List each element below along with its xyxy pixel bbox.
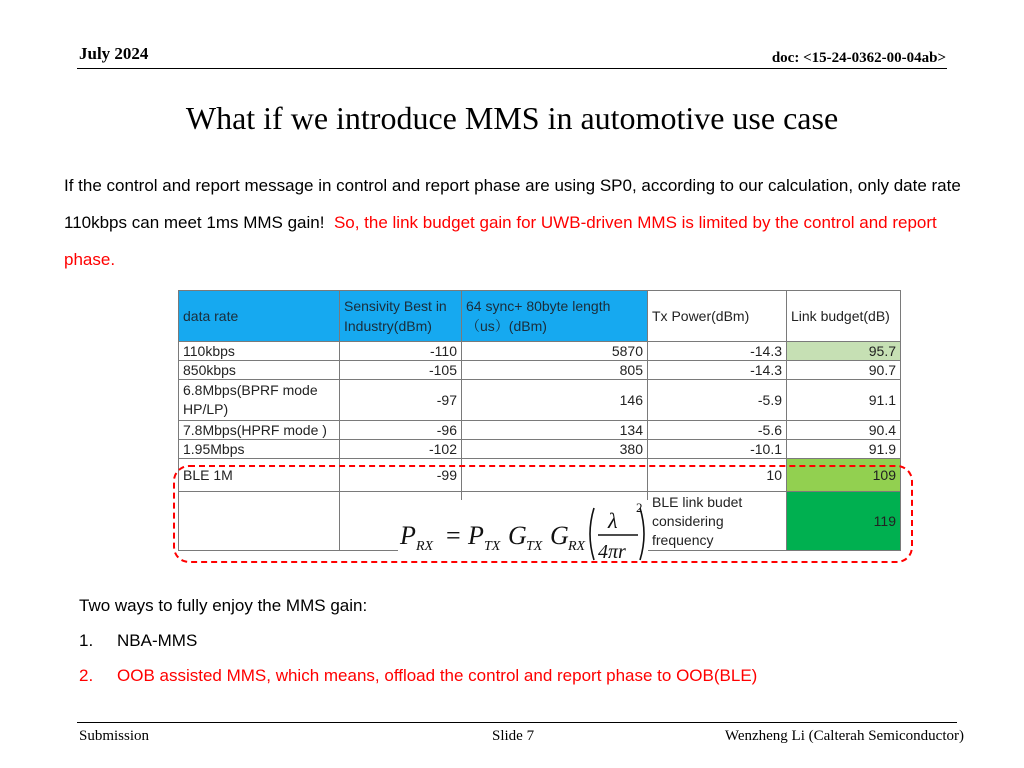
header-divider <box>77 68 947 69</box>
header-date: July 2024 <box>79 44 149 63</box>
cell-sensitivity: -105 <box>340 361 462 380</box>
intro-highlight: So, the link budget gain for UWB-driven MMS is limited by the control and report phase. <box>64 213 937 269</box>
cell-sensitivity: -97 <box>340 380 462 421</box>
slide-title: What if we introduce MMS in automotive use case <box>185 100 839 136</box>
table-row <box>179 361 901 380</box>
formula-p-rx: P <box>400 521 416 550</box>
cell-length: 5870 <box>462 342 648 361</box>
table-row-ble <box>179 459 901 492</box>
doc-prefix: doc: <box>771 50 804 66</box>
header-data-rate: data rate <box>179 291 340 342</box>
footer-submission: Submission <box>79 728 150 744</box>
formula-lambda: λ <box>608 508 618 533</box>
header-doc-id <box>772 50 946 67</box>
cell-link-budget: 90.7 <box>787 361 901 380</box>
header-length: 64 sync+ 80byte length（us）(dBm) <box>462 291 648 342</box>
formula-p-tx-sub: TX <box>484 539 501 554</box>
cell-sensitivity: -96 <box>340 421 462 440</box>
table-row <box>179 421 901 440</box>
cell-empty <box>179 492 340 551</box>
cell-length: 146 <box>462 380 648 421</box>
formula-g-rx: G <box>550 521 569 550</box>
footer-author: Wenzheng Li (Calterah Semiconductor) <box>724 728 964 744</box>
cell-tx-power: -5.9 <box>648 380 787 421</box>
cell-tx-power: -5.6 <box>648 421 787 440</box>
ways-heading: Two ways to fully enjoy the MMS gain: <box>79 596 368 615</box>
doc-number: <15-24-0362-00-04ab> <box>803 50 946 66</box>
list-item <box>79 623 757 658</box>
cell-data-rate: 6.8Mbps(BPRF mode HP/LP) <box>179 380 340 421</box>
cell-sensitivity: -99 <box>340 459 462 492</box>
formula-p-rx-sub: RX <box>416 539 434 554</box>
cell-data-rate: 1.95Mbps <box>179 440 340 459</box>
table-row <box>179 440 901 459</box>
cell-link-budget: 109 <box>787 459 901 492</box>
intro-text: If the control and report message in control and report phase are using SP0, according to our calculation, only date rate 110kbps can meet 1ms MMS gain! <box>64 176 961 232</box>
header-sensitivity: Sensivity Best in Industry(dBm) <box>340 291 462 342</box>
header-tx-power: Tx Power(dBm) <box>648 291 787 342</box>
formula-g-tx-sub: TX <box>526 539 543 554</box>
cell-link-budget: 95.7 <box>787 342 901 361</box>
footer-slide-number: Slide 7 <box>492 728 535 744</box>
table-row <box>179 380 901 421</box>
cell-length: 134 <box>462 421 648 440</box>
cell-ble-note: BLE link budet considering frequency <box>648 492 787 551</box>
table-header-row <box>179 291 901 342</box>
cell-data-rate: BLE 1M <box>179 459 340 492</box>
list-text: NBA-MMS <box>117 631 198 650</box>
cell-link-budget: 91.1 <box>787 380 901 421</box>
intro-paragraph <box>64 167 974 278</box>
formula-equals: = <box>446 521 461 550</box>
table-row <box>179 342 901 361</box>
formula-g-rx-sub: RX <box>568 539 586 554</box>
header-link-budget: Link budget(dB) <box>787 291 901 342</box>
cell-link-budget: 90.4 <box>787 421 901 440</box>
friis-formula <box>398 500 648 562</box>
cell-link-budget: 119 <box>787 492 901 551</box>
cell-data-rate: 7.8Mbps(HPRF mode ) <box>179 421 340 440</box>
list-text: OOB assisted MMS, which means, offload the control and report phase to OOB(BLE) <box>117 666 758 685</box>
cell-length: 805 <box>462 361 648 380</box>
cell-link-budget: 91.9 <box>787 440 901 459</box>
list-number: 2. <box>79 666 94 685</box>
formula-denominator: 4πr <box>598 541 626 562</box>
cell-tx-power: -10.1 <box>648 440 787 459</box>
formula-g-tx: G <box>508 521 527 550</box>
cell-length: 380 <box>462 440 648 459</box>
list-item <box>79 658 757 693</box>
cell-tx-power: -14.3 <box>648 361 787 380</box>
cell-sensitivity: -102 <box>340 440 462 459</box>
list-number: 1. <box>79 631 94 650</box>
cell-tx-power: 10 <box>648 459 787 492</box>
ways-list <box>79 588 757 693</box>
cell-data-rate: 110kbps <box>179 342 340 361</box>
cell-sensitivity: -110 <box>340 342 462 361</box>
formula-p-tx: P <box>468 521 484 550</box>
cell-data-rate: 850kbps <box>179 361 340 380</box>
cell-tx-power: -14.3 <box>648 342 787 361</box>
footer-divider <box>77 722 957 723</box>
cell-length <box>462 459 648 492</box>
formula-exponent: 2 <box>636 500 643 515</box>
